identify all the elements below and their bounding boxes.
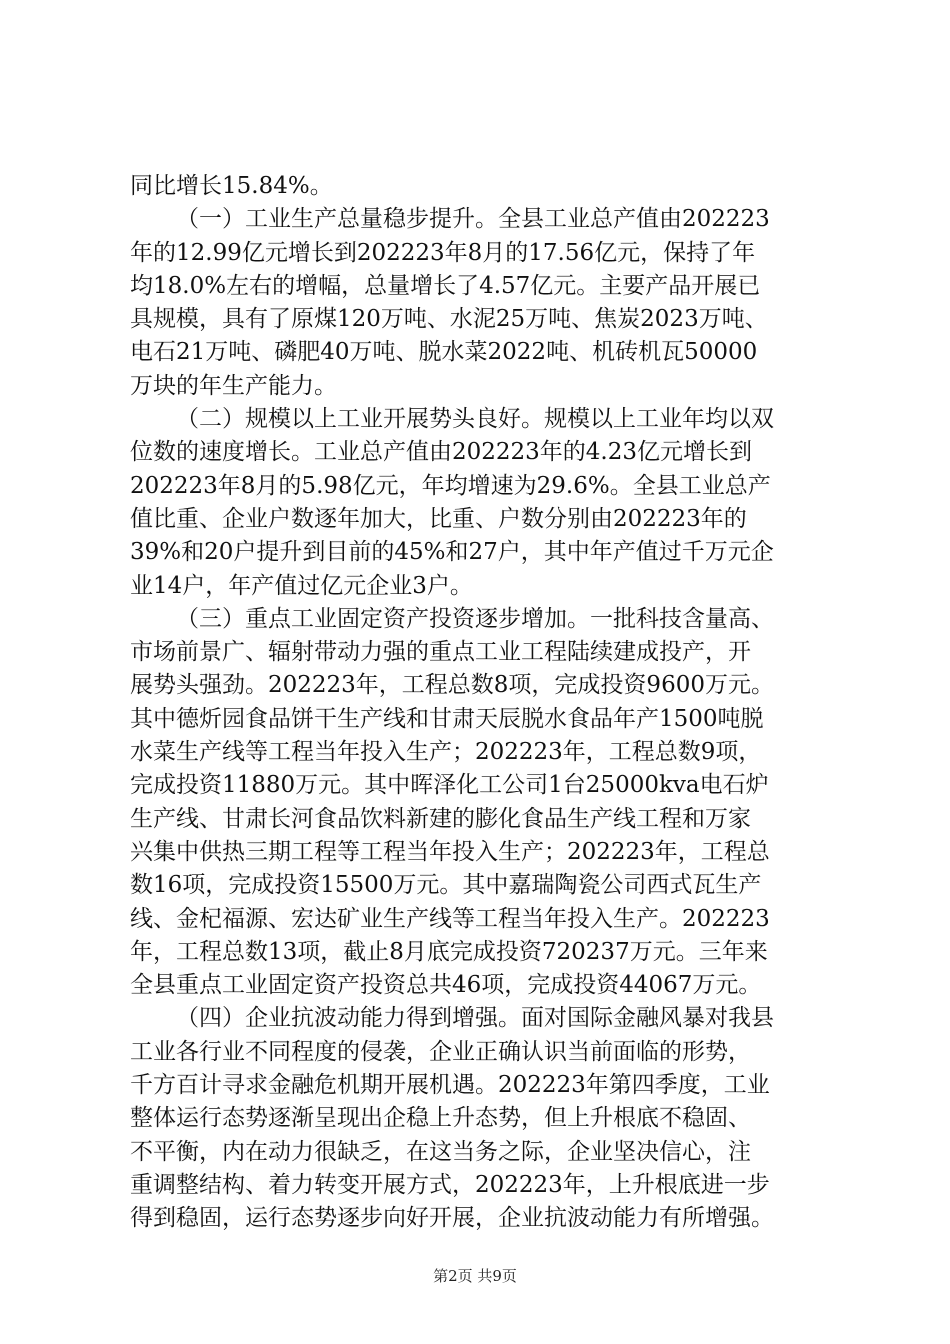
- text-line: 兴集中供热三期工程等工程当年投入生产；202223年，工程总: [130, 838, 770, 865]
- text-line: 千方百计寻求金融危机期开展机遇。202223年第四季度，工业: [130, 1072, 770, 1099]
- text-line: 数16项，完成投资15500万元。其中嘉瑞陶瓷公司西式瓦生产: [130, 872, 762, 899]
- section-heading-line: （三）重点工业固定资产投资逐步增加。一批科技含量高、: [176, 605, 774, 632]
- text-line: 展势头强劲。202223年，工程总数8项，完成投资9600万元。: [130, 672, 774, 699]
- text-line: 业14户，年产值过亿元企业3户。: [130, 572, 473, 599]
- text-line: 得到稳固，运行态势逐步向好开展，企业抗波动能力有所增强。: [130, 1205, 774, 1232]
- text-line: 整体运行态势逐渐呈现出企稳上升态势，但上升根底不稳固、: [130, 1105, 751, 1132]
- text-line: 均18.0%左右的增幅，总量增长了4.57亿元。主要产品开展已: [130, 272, 761, 299]
- body-text: [130, 170, 836, 1236]
- text-line: 工业各行业不同程度的侵袭，企业正确认识当前面临的形势，: [130, 1038, 751, 1065]
- page-number-footer: 第2页 共9页: [433, 1267, 517, 1285]
- text-line: 生产线、甘肃长河食品饮料新建的膨化食品生产线工程和万家: [130, 805, 751, 832]
- text-line: 年，工程总数13项，截止8月底完成投资720237万元。三年来: [130, 938, 768, 965]
- text-line: 202223年8月的5.98亿元，年均增速为29.6%。全县工业总产: [130, 472, 771, 499]
- text-line: 39%和20户提升到目前的45%和27户，其中年产值过千万元企: [130, 539, 774, 566]
- text-line: 全县重点工业固定资产投资总共46项，完成投资44067万元。: [130, 972, 762, 999]
- text-line: 线、金杞福源、宏达矿业生产线等工程当年投入生产。202223: [130, 905, 770, 932]
- text-line: 水菜生产线等工程当年投入生产；202223年，工程总数9项，: [130, 739, 762, 766]
- section-heading-line: （一）工业生产总量稳步提升。全县工业总产值由202223: [176, 206, 770, 233]
- section-heading-line: （二）规模以上工业开展势头良好。规模以上工业年均以双: [176, 406, 774, 433]
- text-line: 重调整结构、着力转变开展方式，202223年，上升根底进一步: [130, 1171, 770, 1198]
- text-line: 电石21万吨、磷肥40万吨、脱水菜2022吨、机砖机瓦50000: [130, 339, 758, 366]
- text-line: 同比增长15.84%。: [130, 173, 333, 199]
- text-line: 值比重、企业户数逐年加大，比重、户数分别由202223年的: [130, 505, 747, 532]
- text-line: 具规模，具有了原煤120万吨、水泥25万吨、焦炭2023万吨、: [130, 306, 768, 333]
- text-line: 位数的速度增长。工业总产值由202223年的4.23亿元增长到: [130, 439, 753, 466]
- text-line: 年的12.99亿元增长到202223年8月的17.56亿元，保持了年: [130, 239, 756, 266]
- text-line: 不平衡，内在动力很缺乏，在这当务之际，企业坚决信心，注: [130, 1138, 751, 1165]
- text-line: 市场前景广、辐射带动力强的重点工业工程陆续建成投产，开: [130, 639, 751, 666]
- section-heading-line: （四）企业抗波动能力得到增强。面对国际金融风暴对我县: [176, 1005, 774, 1032]
- text-line: 完成投资11880万元。其中晖泽化工公司1台25000kva电石炉: [130, 772, 769, 799]
- text-line: 万块的年生产能力。: [130, 372, 337, 399]
- text-line: 其中德炘园食品饼干生产线和甘肃天辰脱水食品年产1500吨脱: [130, 705, 764, 732]
